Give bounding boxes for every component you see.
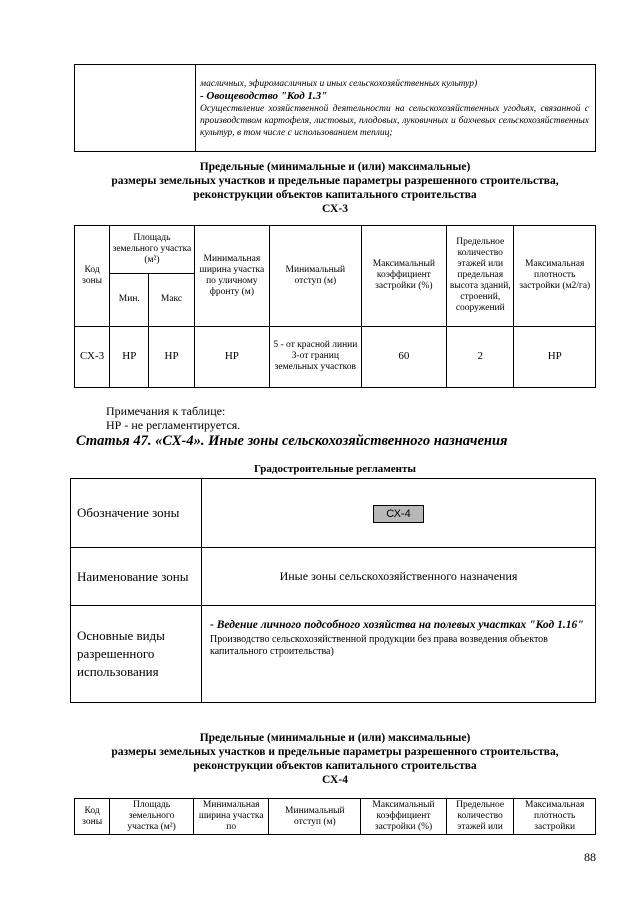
reg-use-title: - Ведение личного подсобного хозяйства на полевых участках "Код 1.16" — [210, 619, 584, 631]
limits-heading-sx4 — [74, 731, 596, 787]
t1-cell-coef: 60 — [361, 326, 446, 387]
notes-line1: Примечания к таблице: — [106, 404, 226, 418]
regulations-table — [70, 478, 596, 703]
top-table-content-cell — [196, 65, 596, 152]
limits-heading-sx3 — [74, 160, 596, 216]
t2-header-min-setback: Минимальный отступ (м) — [269, 799, 361, 835]
t1-header-max-density: Максимальная плотность застройки (м2/га) — [514, 226, 596, 327]
regulations-title: Градостроительные регламенты — [253, 463, 416, 475]
t2-header-min-width: Минимальная ширина участка по — [193, 799, 269, 835]
top-table-item-title: - Овощеводство "Код 1.3" — [200, 89, 328, 102]
limits-table-sx4 — [74, 798, 596, 835]
page-number: 88 — [584, 850, 596, 864]
t2-header-max-density: Максимальная плотность застройки — [514, 799, 596, 835]
t2-header-zone-code: Код зоны — [75, 799, 110, 835]
t1-header-min: Мин. — [110, 274, 149, 326]
t1-cell-density: НР — [514, 326, 596, 387]
heading2-line3: реконструкции объектов капитального строительства — [193, 760, 477, 772]
heading1-line3: реконструкции объектов капитального строительства — [193, 189, 477, 201]
limits-table-sx3 — [74, 225, 596, 388]
notes-line2: НР - не регламентируется. — [106, 418, 241, 432]
t1-header-zone-code: Код зоны — [75, 226, 110, 327]
t1-cell-floors: 2 — [447, 326, 514, 387]
heading1-line1: Предельные (минимальные и (или) максимальные) — [199, 161, 471, 173]
heading2-line4: СХ-4 — [322, 774, 348, 786]
reg-use-desc: Производство сельскохозяйственной продукции без права возведения объектов капитального строительства) — [210, 634, 548, 657]
t1-cell-zone: СХ-3 — [75, 326, 110, 387]
top-fragment-table — [74, 64, 596, 152]
article-title: Статья 47. «СХ-4». Иные зоны сельскохозяйственного назначения — [76, 433, 508, 449]
t1-cell-setback: 5 - от красной линии 3-от границ земельных участков — [270, 326, 362, 387]
t1-cell-min: НР — [110, 326, 149, 387]
zone-code-badge: СХ-4 — [373, 505, 423, 523]
t1-data-row — [75, 326, 596, 387]
heading1-line4: СХ-3 — [322, 203, 348, 215]
top-table-empty-cell — [75, 65, 196, 152]
table-notes — [106, 404, 240, 432]
reg-name-value: Иные зоны сельскохозяйственного назначения — [202, 548, 596, 606]
reg-name-label: Наименование зоны — [71, 548, 202, 606]
t2-header-max-coef: Максимальный коэффициент застройки (%) — [361, 799, 447, 835]
top-table-item-desc: Осуществление хозяйственной деятельности на сельскохозяйственных угодьях, связанной с производством картофеля, листовых, плодовых, луковичных и бахчевых сельскохозяйственных культур, в том числе с использованием теплиц; — [200, 103, 589, 138]
reg-designation-cell — [202, 479, 596, 548]
heading1-line2: размеры земельных участков и предельные параметры разрешенного строительства, — [111, 175, 559, 187]
t1-cell-width: НР — [194, 326, 269, 387]
t1-cell-max: НР — [149, 326, 194, 387]
heading2-line2: размеры земельных участков и предельные параметры разрешенного строительства, — [111, 746, 559, 758]
t2-header-max-floors: Предельное количество этажей или — [446, 799, 514, 835]
t1-header-max: Макс — [149, 274, 194, 326]
t1-header-min-setback: Минимальный отступ (м) — [270, 226, 362, 327]
reg-uses-label: Основные виды разрешенного использования — [71, 606, 202, 703]
t1-header-min-width: Минимальная ширина участка по уличному фронту (м) — [194, 226, 269, 327]
top-table-line1: масличных, эфиромасличных и иных сельскохозяйственных культур) — [200, 78, 478, 89]
heading2-line1: Предельные (минимальные и (или) максимальные) — [199, 732, 471, 744]
t1-header-max-coef: Максимальный коэффициент застройки (%) — [361, 226, 446, 327]
t1-header-area: Площадь земельного участка (м²) — [110, 226, 194, 274]
t1-header-max-floors: Предельное количество этажей или предельная высота зданий, строений, сооружений — [447, 226, 514, 327]
t2-header-area: Площадь земельного участка (м²) — [110, 799, 194, 835]
reg-designation-label: Обозначение зоны — [71, 479, 202, 548]
reg-uses-cell — [202, 606, 596, 703]
